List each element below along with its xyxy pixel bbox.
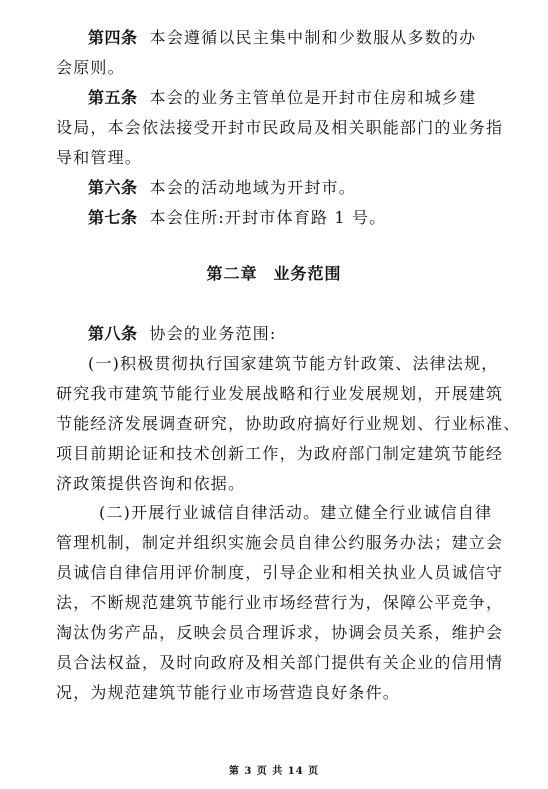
article-5-line-2: 设局，本会依法接受开封市民政局及相关职能部门的业务指 [56,118,504,137]
article-8-label: 第八条 [88,324,138,343]
item-2-line-4: 法，不断规范建筑节能行业市场经营行为，保障公平竞争， [56,593,504,612]
chapter-title: 业务范围 [273,264,342,283]
item-1-line-4: 项目前期论证和技术创新工作，为政府部门制定建筑节能经 [56,444,504,463]
article-8-line [88,324,496,344]
article-7-text: 本会住所:开封市体育路 1 号。 [149,208,387,227]
item-1-line-1: (一)积极贯彻执行国家建筑节能方针政策、法律法规， [88,354,499,373]
article-5-label: 第五条 [88,88,138,107]
article-4-line-1 [88,28,496,48]
item-2-line-2: 管理机制，制定并组织实施会员自律公约服务办法；建立会 [56,533,504,552]
article-5-line-3: 导和管理。 [56,148,143,167]
chapter-number: 第二章 [206,264,258,283]
article-4-label: 第四条 [88,28,138,47]
item-1-line-5: 济政策提供咨询和依据。 [56,474,246,493]
page-number-footer: 第 3 页 共 14 页 [228,766,320,777]
article-5-line-1 [88,88,496,108]
item-2-line-5: 淘汰伪劣产品，反映会员合理诉求，协调会员关系，维护会 [56,623,504,642]
item-1-line-3: 节能经济发展调查研究，协助政府搞好行业规划、行业标准、 [56,414,521,433]
item-2-line-6: 员合法权益，及时向政府及相关部门提供有关企业的信用情 [56,653,504,672]
article-4-text: 本会遵循以民主集中制和少数服从多数的办 [149,28,477,47]
item-2-line-7: 况，为规范建筑节能行业市场营造良好条件。 [56,683,401,702]
article-8-text: 协会的业务范围: [149,324,277,343]
article-7-label: 第七条 [88,208,138,227]
chapter-heading [0,264,548,284]
article-5-text: 本会的业务主管单位是开封市住房和城乡建 [149,88,477,107]
article-6-label: 第六条 [88,178,138,197]
article-7-line [88,208,496,228]
item-2-line-1: (二)开展行业诚信自律活动。建立健全行业诚信自律 [99,503,493,522]
article-6-text: 本会的活动地域为开封市。 [149,178,356,197]
item-1-line-2: 研究我市建筑节能行业发展战略和行业发展规划，开展建筑 [56,384,504,403]
article-4-line-2: 会原则。 [56,58,125,77]
item-2-line-3: 员诚信自律信用评价制度，引导企业和相关执业人员诚信守 [56,563,504,582]
article-6-line [88,178,496,198]
